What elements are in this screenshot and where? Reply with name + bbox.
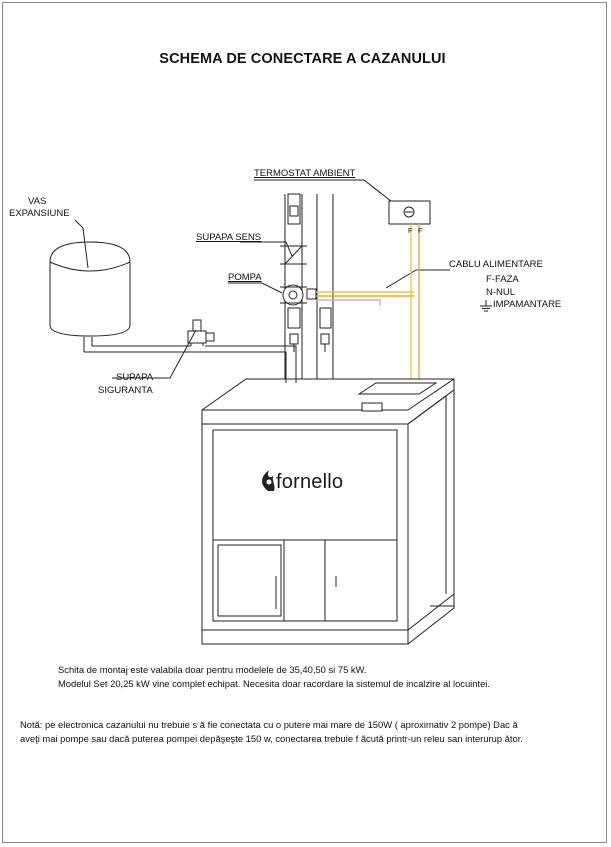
safety-valve-label-line2: SIGURANTA — [98, 385, 153, 396]
safety-valve-pointer — [112, 330, 196, 378]
note-line-1: Schita de montaj este valabila doar pentru modelele de 35,40,50 si 75 kW. — [58, 664, 367, 675]
brand-name: fornello — [276, 471, 344, 493]
vessel-label-line1: VAS — [28, 196, 47, 207]
boiler — [202, 379, 454, 644]
wiring — [316, 224, 419, 383]
thermostat-label: TERMOSTAT AMBIENT — [254, 168, 356, 179]
page-title: SCHEMA DE CONECTARE A CAZANULUI — [159, 51, 446, 67]
terminal-f2-label: F — [418, 228, 423, 235]
pump-pointer — [228, 283, 282, 293]
expansion-vessel — [50, 242, 130, 352]
safety-valve-label-line1: SUPAPA — [116, 372, 154, 383]
ground-symbol — [480, 300, 492, 311]
safety-valve — [188, 320, 214, 346]
pump — [280, 285, 316, 305]
note-line-2: Modelul Set 20,25 kW vine complet echipat. Necesita doar racordare la sistemul de incalzire al locuintei. — [58, 678, 490, 689]
ground-label: IMPAMANTARE — [493, 299, 562, 310]
power-cable-pointer — [386, 270, 450, 288]
check-valve-label: SUPAPA SENS — [196, 232, 262, 243]
terminal-f1-label: F — [408, 228, 413, 235]
phase-label: F-FAZA — [486, 274, 519, 285]
neutral-label: N-NUL — [486, 287, 516, 298]
power-cable-label: CABLU ALIMENTARE — [449, 259, 543, 270]
room-thermostat — [389, 201, 430, 224]
vessel-label-line2: EXPANSIUNE — [9, 208, 70, 219]
note-line-4: aveţi mai pompe sau dacă puterea pompei depăşeşte 150 w, conectarea trebuie f ăcută printr-un releu san interurup ător. — [20, 733, 523, 744]
check-valve-pointer — [240, 242, 292, 256]
return-riser — [317, 194, 333, 382]
note-line-3: Notă: pe electronica cazanului nu trebuie s ă fie conectata cu o putere mai mare de 150W ( aproximativ 2 pompe) Dac ă — [20, 719, 518, 730]
pump-label: POMPA — [228, 272, 262, 283]
thermostat-pointer — [254, 180, 396, 205]
